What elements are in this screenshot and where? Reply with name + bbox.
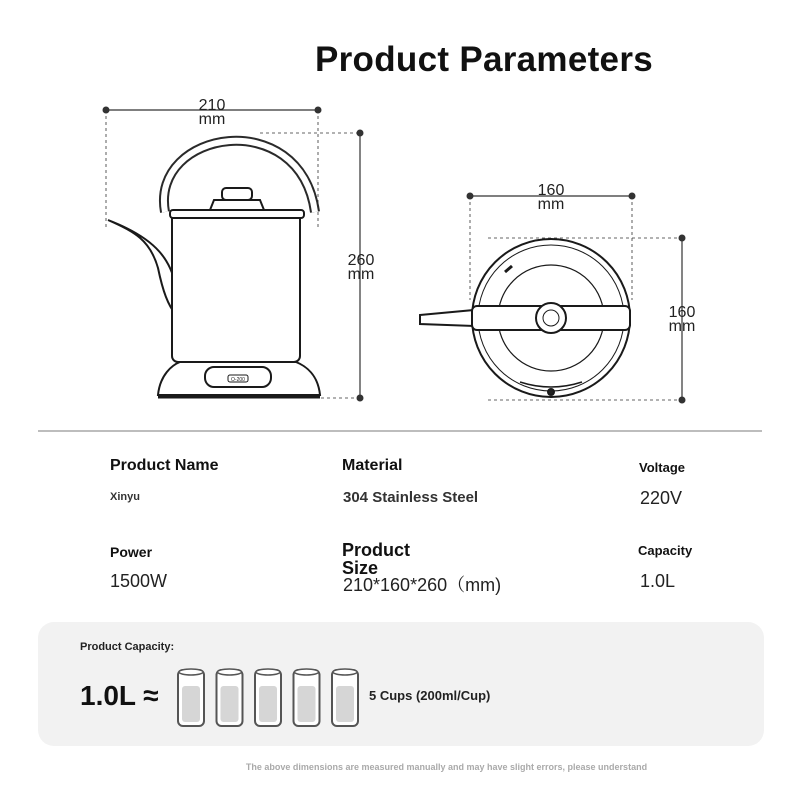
side-width-label (186, 99, 238, 127)
product-name-label: Product Name (110, 457, 219, 474)
top-depth-unit: mm (668, 318, 696, 335)
top-depth-label (656, 306, 708, 334)
voltage-value: 220V (640, 488, 683, 508)
power-label: Power (110, 544, 153, 560)
voltage-label: Voltage (639, 460, 685, 475)
section-divider (38, 430, 762, 432)
product-size-label: Product Size (342, 540, 411, 578)
power-value: 1500W (110, 571, 168, 591)
top-depth-value: 160 (668, 304, 696, 321)
cup-icon (294, 669, 320, 726)
side-width-unit: mm (198, 111, 226, 128)
kettle-side-view (108, 141, 320, 397)
capacity-label: Capacity (638, 543, 693, 558)
cup-icon (255, 669, 281, 726)
capacity-panel-title: Product Capacity: (80, 641, 175, 653)
cup-icon (332, 669, 358, 726)
cup-icon (217, 669, 243, 726)
cup-icon (178, 669, 204, 726)
top-width-label (525, 184, 577, 212)
footnote: The above dimensions are measured manually and may have slight errors, please understand (245, 762, 648, 772)
side-width-value: 210 (198, 97, 226, 114)
top-width-unit: mm (537, 196, 565, 213)
cups-illustration (170, 664, 370, 734)
side-height-value: 260 (347, 252, 375, 269)
side-height-label (335, 254, 387, 282)
page-title: Product Parameters (314, 40, 654, 79)
capacity-value: 1.0L (640, 571, 676, 591)
cups-text: 5 Cups (200ml/Cup) (369, 688, 491, 703)
material-label: Material (342, 457, 403, 474)
kettle-top-view (420, 239, 630, 397)
product-size-value: 210*160*260（mm) (343, 575, 502, 595)
capacity-amount: 1.0L ≈ (80, 680, 159, 711)
side-height-unit: mm (347, 266, 375, 283)
base-model-label: O-200 (231, 377, 245, 383)
product-name-value: Xinyu (110, 491, 140, 503)
material-value: 304 Stainless Steel (343, 489, 479, 506)
top-width-value: 160 (537, 182, 565, 199)
